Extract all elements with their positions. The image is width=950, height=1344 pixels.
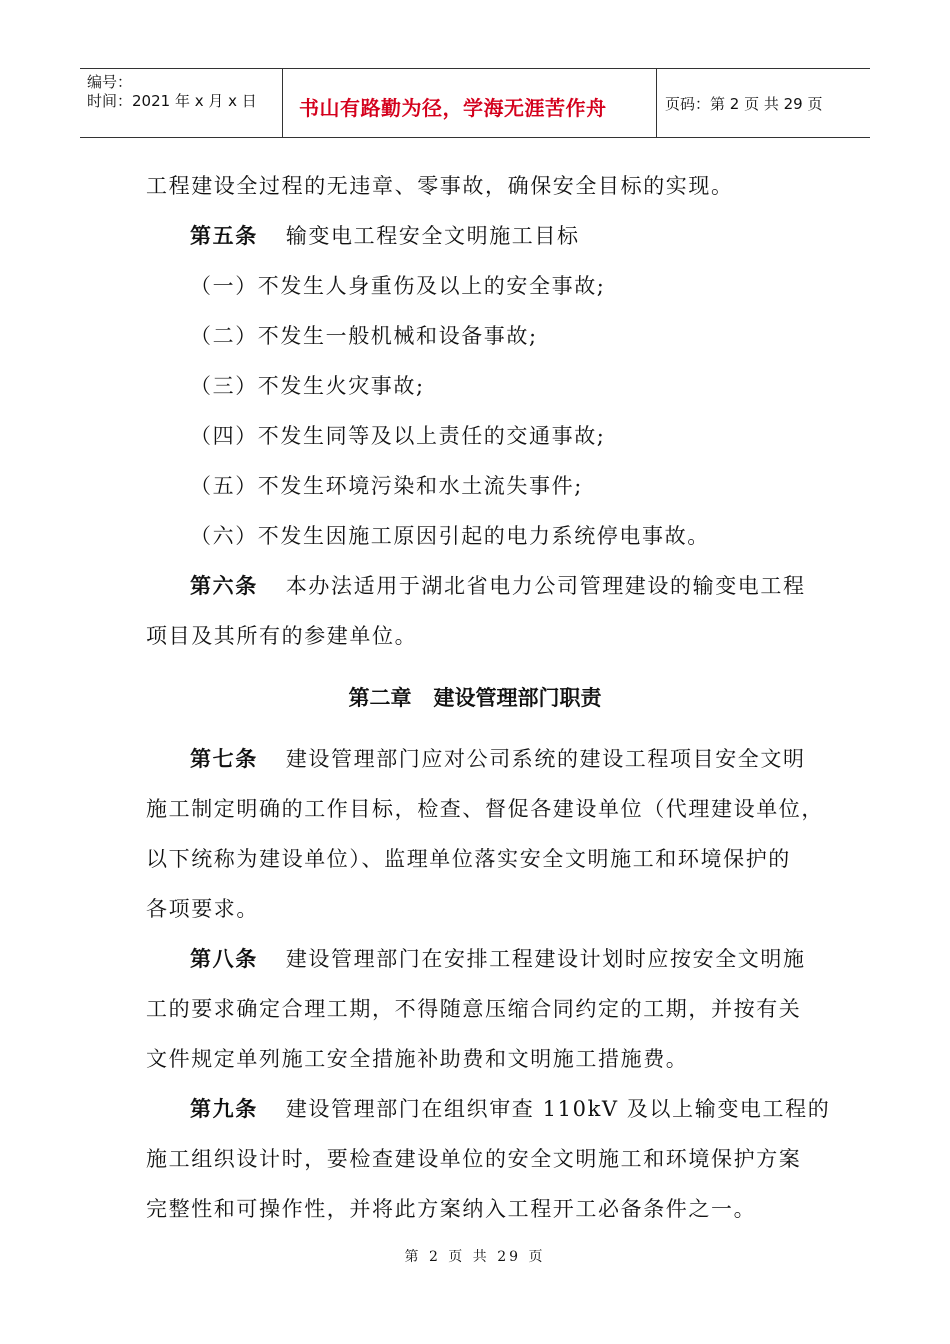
chapter-number: 第二章 [348,686,412,710]
article-label: 第九条 [190,1096,258,1121]
page-footer: 第 2 页 共 29 页 [404,1249,546,1265]
document-header [80,68,870,138]
chapter-heading [0,682,950,712]
header-motto-cell [283,69,657,137]
paragraph-line: 施工组织设计时，要检查建设单位的安全文明施工和环境保护方案 [146,1147,802,1171]
paragraph-line: 各项要求。 [146,897,259,921]
code-label: 编号： [87,73,133,91]
paragraph-line: 文件规定单列施工安全措施补助费和文明施工措施费。 [146,1047,689,1071]
article-text: 建设管理部门应对公司系统的建设工程项目安全文明 [285,747,806,771]
article-7 [190,743,806,773]
goal-item: （六）不发生因施工原因引起的电力系统停电事故。 [190,524,710,548]
goal-item: （四）不发生同等及以上责任的交通事故; [190,424,606,448]
chapter-title: 建设管理部门职责 [433,686,602,710]
article-8 [190,943,806,973]
paragraph-line: 完整性和可操作性，并将此方案纳入工程开工必备条件之一。 [146,1197,757,1221]
article-9 [190,1093,830,1123]
article-text: 输变电工程安全文明施工目标 [285,224,580,248]
article-label: 第七条 [190,746,258,771]
goal-item: （一）不发生人身重伤及以上的安全事故; [190,274,606,298]
goal-item: （五）不发生环境污染和水土流失事件; [190,474,583,498]
motto: 书山有路勤为径，学海无涯苦作舟 [299,96,607,120]
header-meta-cell [80,69,283,137]
paragraph-line: 施工制定明确的工作目标，检查、督促各建设单位（代理建设单位， [146,797,824,821]
article-text: 建设管理部门在安排工程建设计划时应按安全文明施 [285,947,806,971]
article-text: 建设管理部门在组织审查 110kV 及以上输变电工程的 [285,1097,831,1121]
article-label: 第五条 [190,223,258,248]
article-5 [190,220,580,250]
page-code: 页码：第 2 页 共 29 页 [665,95,823,113]
paragraph-line: 项目及其所有的参建单位。 [146,624,418,648]
article-text: 本办法适用于湖北省电力公司管理建设的输变电工程 [285,574,806,598]
header-page-cell [657,69,870,137]
goal-item: （三）不发生火灾事故; [190,374,425,398]
time-label: 时间：2021 年 x 月 x 日 [87,92,257,110]
article-6 [190,570,806,600]
article-label: 第八条 [190,946,258,971]
article-label: 第六条 [190,573,258,598]
paragraph-line: 以下统称为建设单位）、监理单位落实安全文明施工和环境保护的 [146,847,791,871]
paragraph-line: 工的要求确定合理工期，不得随意压缩合同约定的工期，并按有关 [146,997,802,1021]
paragraph-line: 工程建设全过程的无违章、零事故，确保安全目标的实现。 [146,174,734,198]
goal-item: （二）不发生一般机械和设备事故; [190,324,538,348]
